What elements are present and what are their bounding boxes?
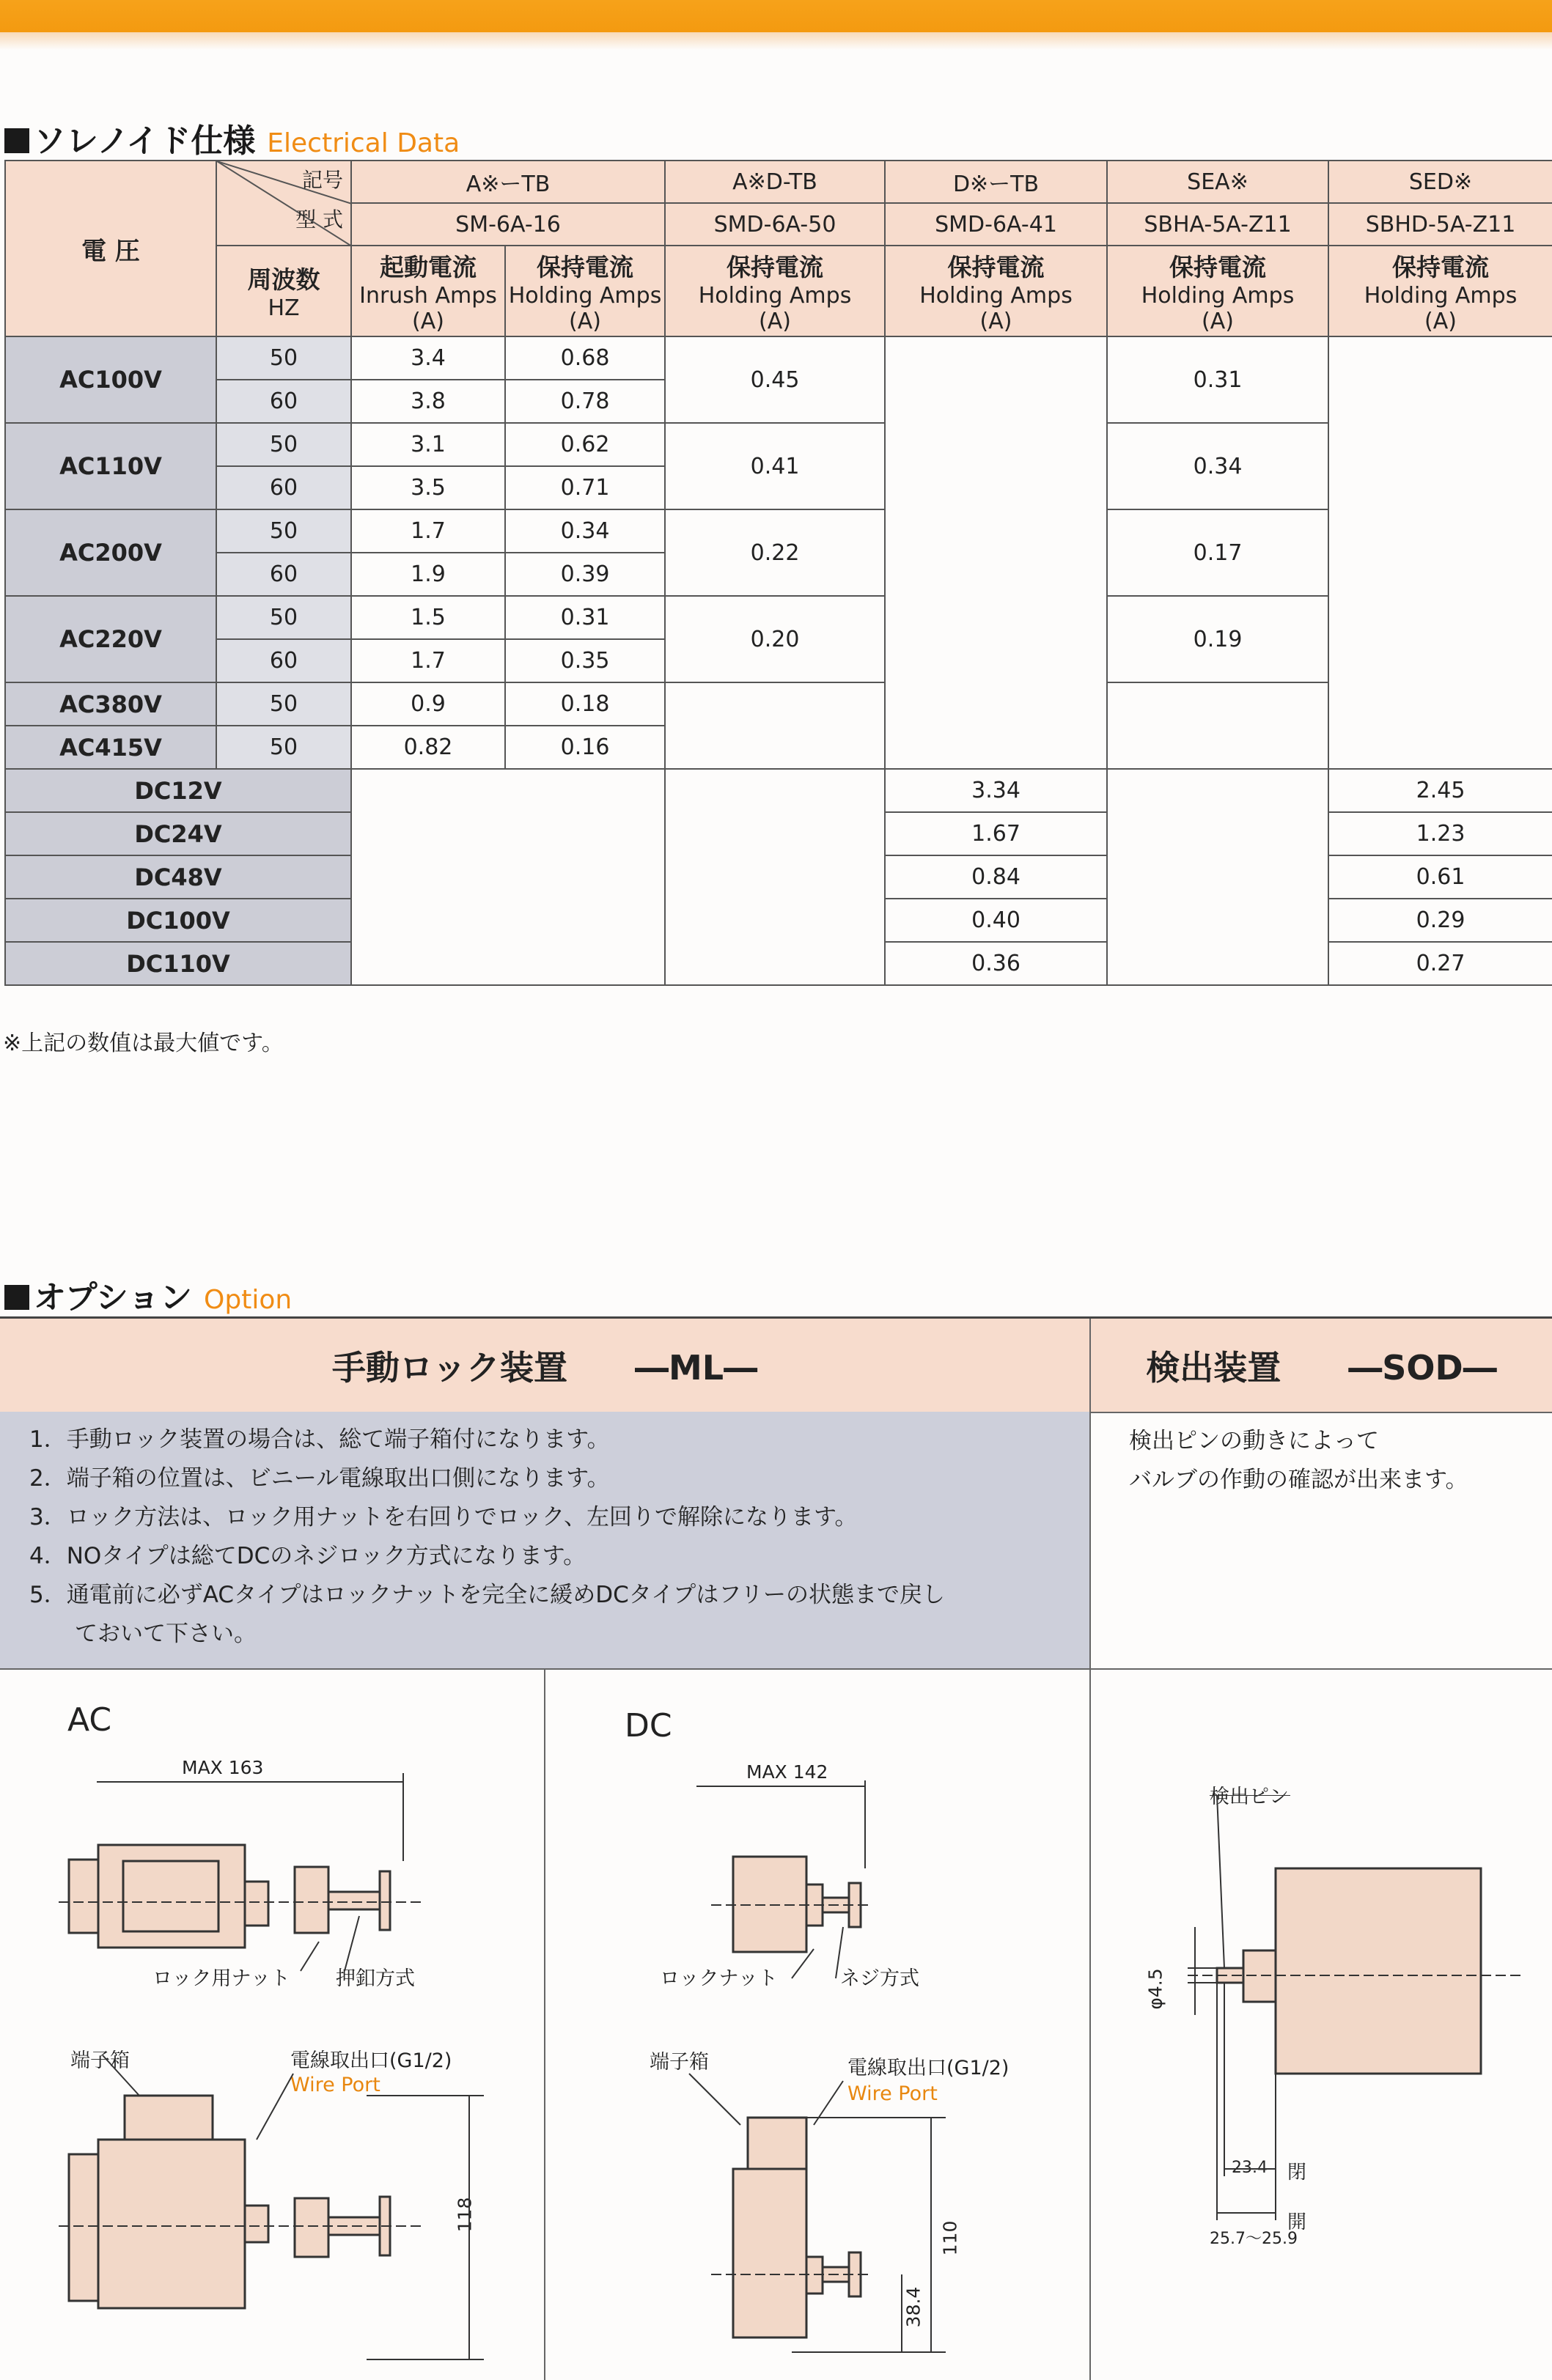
ac-wireport-en: Wire Port — [290, 2074, 380, 2096]
holding-value: 0.35 — [505, 639, 665, 682]
ac-max-dim: MAX 163 — [182, 1757, 264, 1778]
holding-header-4: 保持電流 Holding Amps (A) — [1107, 246, 1328, 336]
top-banner-fade — [0, 32, 1552, 50]
row-hz: 50 — [216, 682, 351, 726]
ad-empty — [665, 682, 885, 769]
col-model-5: SBHD-5A-Z11 — [1328, 203, 1552, 246]
dc-height2-dim: 38.4 — [902, 2286, 924, 2328]
a-empty-dc — [351, 769, 665, 985]
ac-terminal-label: 端子箱 — [70, 2049, 130, 2072]
row-hz: 50 — [216, 726, 351, 769]
holding-value: 0.34 — [505, 509, 665, 553]
ml-title: 手動ロック装置 ―ML― — [0, 1319, 1089, 1413]
dc-height-dim: 110 — [939, 2220, 961, 2256]
sea-empty — [1107, 682, 1328, 769]
col-model-3: SMD-6A-41 — [885, 203, 1107, 246]
model-label: 型 式 — [295, 207, 343, 232]
section-title-option — [4, 1271, 292, 1318]
col-symbol-2: A※D-TB — [665, 161, 885, 203]
ad-value: 0.20 — [665, 596, 885, 682]
holding-value: 0.71 — [505, 466, 665, 509]
sea-value: 0.17 — [1107, 509, 1328, 596]
divider — [0, 1668, 1552, 1670]
dc-wireport-en: Wire Port — [847, 2082, 938, 2105]
ml-list — [0, 1412, 1089, 1668]
section-title-electrical — [4, 114, 460, 161]
row-hz: 50 — [216, 596, 351, 639]
inrush-header: 起動電流 Inrush Amps (A) — [351, 246, 505, 336]
sea-value: 0.31 — [1107, 336, 1328, 423]
dc-max-dim: MAX 142 — [746, 1761, 828, 1783]
d-value: 0.84 — [885, 855, 1107, 899]
inrush-value: 1.7 — [351, 509, 505, 553]
row-hz: 60 — [216, 639, 351, 682]
row-voltage: DC48V — [5, 855, 351, 899]
holding-value: 0.16 — [505, 726, 665, 769]
inrush-value: 3.5 — [351, 466, 505, 509]
inrush-value: 3.4 — [351, 336, 505, 380]
inrush-value: 3.1 — [351, 423, 505, 466]
ac-label: AC — [67, 1701, 112, 1739]
sed-value: 2.45 — [1328, 769, 1552, 812]
holding-value: 0.18 — [505, 682, 665, 726]
holding-value: 0.62 — [505, 423, 665, 466]
row-hz: 60 — [216, 553, 351, 596]
row-voltage: DC24V — [5, 812, 351, 855]
square-bullet-icon — [4, 128, 29, 153]
d-value: 0.36 — [885, 942, 1107, 985]
ac-wireport-ja: 電線取出口(G1/2) — [290, 2049, 452, 2072]
footnote: ※上記の数值は最大値です。 — [3, 1031, 284, 1056]
dc-label: DC — [625, 1707, 672, 1745]
inrush-value: 1.9 — [351, 553, 505, 596]
ad-value: 0.22 — [665, 509, 885, 596]
section-title-ja: ソレノイド仕様 — [34, 122, 256, 160]
holding-value: 0.68 — [505, 336, 665, 380]
sea-value: 0.34 — [1107, 423, 1328, 509]
row-voltage: AC110V — [5, 423, 216, 509]
inrush-value: 3.8 — [351, 380, 505, 423]
dc-wireport-ja: 電線取出口(G1/2) — [847, 2057, 1009, 2079]
col-symbol-5: SED※ — [1328, 161, 1552, 203]
sed-value: 0.29 — [1328, 899, 1552, 942]
section-title-en: Option — [204, 1285, 293, 1315]
sod-line: バルブの作動の確認が出来ます。 — [1129, 1467, 1468, 1493]
ad-value: 0.41 — [665, 423, 885, 509]
list-item: 2．端子箱の位置は、ビニール電線取出口側になります。 — [29, 1465, 610, 1492]
sod-description — [1091, 1412, 1552, 1668]
electrical-data-table — [4, 160, 1552, 986]
option-box — [0, 1316, 1552, 2380]
sod-d1-dim: 23.4 — [1232, 2159, 1268, 2177]
holding-header-1: 保持電流 Holding Amps (A) — [505, 246, 665, 336]
sod-pin-label: 検出ピン — [1210, 1786, 1289, 1808]
sed-value: 0.61 — [1328, 855, 1552, 899]
ac-nut-label: ロック用ナット — [152, 1967, 290, 1990]
d-value: 0.40 — [885, 899, 1107, 942]
section-title-en: Electrical Data — [267, 128, 460, 158]
ac-height-dim: 118 — [454, 2197, 476, 2233]
divider — [544, 1670, 545, 2380]
square-bullet-icon — [4, 1285, 29, 1310]
row-hz: 50 — [216, 336, 351, 380]
col-symbol-1: A※ーTB — [351, 161, 665, 203]
sod-open-label: 開 — [1287, 2211, 1307, 2233]
inrush-value: 0.9 — [351, 682, 505, 726]
list-item: 4．NOタイプは総てDCのネジロック方式になります。 — [29, 1543, 586, 1569]
sod-d2-dim: 25.7〜25.9 — [1210, 2230, 1298, 2248]
row-voltage: DC100V — [5, 899, 351, 942]
dc-terminal-label: 端子箱 — [650, 2051, 709, 2074]
sod-title: 検出装置 ―SOD― — [1091, 1319, 1552, 1413]
row-hz: 50 — [216, 423, 351, 466]
d-value: 3.34 — [885, 769, 1107, 812]
sod-drawing — [1144, 1795, 1525, 2250]
ac-valve-drawing — [59, 1773, 528, 2374]
sea-empty-dc — [1107, 769, 1328, 985]
holding-header-3: 保持電流 Holding Amps (A) — [885, 246, 1107, 336]
row-hz: 60 — [216, 380, 351, 423]
col-model-2: SMD-6A-50 — [665, 203, 885, 246]
list-item: 1．手動ロック装置の場合は、総て端子箱付になります。 — [29, 1426, 610, 1453]
holding-value: 0.31 — [505, 596, 665, 639]
holding-header-2: 保持電流 Holding Amps (A) — [665, 246, 885, 336]
row-voltage: AC415V — [5, 726, 216, 769]
symbol-model-header — [216, 161, 351, 246]
sod-dia-dim: φ4.5 — [1144, 1968, 1166, 2010]
symbol-label: 記号 — [301, 168, 343, 192]
row-hz: 50 — [216, 509, 351, 553]
list-item: 3．ロック方法は、ロック用ナットを右回りでロック、左回りで解除になります。 — [29, 1504, 858, 1530]
sod-closed-label: 閉 — [1287, 2162, 1307, 2184]
top-banner — [0, 0, 1552, 32]
ad-empty-dc — [665, 769, 885, 985]
inrush-value: 1.5 — [351, 596, 505, 639]
sod-line: 検出ピンの動きによって — [1129, 1428, 1379, 1454]
list-item: 5．通電前に必ずACタイプはロックナットを完全に緩めDCタイプはフリーの状態まで戻し — [29, 1582, 945, 1608]
sed-empty-ac — [1328, 336, 1552, 769]
holding-header-5: 保持電流 Holding Amps (A) — [1328, 246, 1552, 336]
ac-method-label: 押釦方式 — [336, 1967, 415, 1990]
holding-value: 0.78 — [505, 380, 665, 423]
dc-valve-drawing — [630, 1780, 1041, 2367]
sed-value: 1.23 — [1328, 812, 1552, 855]
voltage-header: 電 圧 — [5, 161, 216, 336]
col-model-4: SBHA-5A-Z11 — [1107, 203, 1328, 246]
row-voltage: AC380V — [5, 682, 216, 726]
dc-method-label: ネジ方式 — [840, 1967, 919, 1990]
d-value: 1.67 — [885, 812, 1107, 855]
inrush-value: 1.7 — [351, 639, 505, 682]
list-item: ておいて下さい。 — [29, 1621, 257, 1647]
col-model-1: SM-6A-16 — [351, 203, 665, 246]
row-voltage: AC200V — [5, 509, 216, 596]
row-voltage: DC110V — [5, 942, 351, 985]
row-hz: 60 — [216, 466, 351, 509]
row-voltage: AC100V — [5, 336, 216, 423]
d-empty-ac — [885, 336, 1107, 769]
col-symbol-4: SEA※ — [1107, 161, 1328, 203]
holding-value: 0.39 — [505, 553, 665, 596]
section-title-ja: オプション — [34, 1279, 193, 1316]
sed-value: 0.27 — [1328, 942, 1552, 985]
row-voltage: DC12V — [5, 769, 351, 812]
sea-value: 0.19 — [1107, 596, 1328, 682]
dc-nut-label: ロックナット — [660, 1967, 778, 1990]
freq-header: 周波数 HZ — [216, 246, 351, 336]
ad-value: 0.45 — [665, 336, 885, 423]
inrush-value: 0.82 — [351, 726, 505, 769]
col-symbol-3: D※ーTB — [885, 161, 1107, 203]
row-voltage: AC220V — [5, 596, 216, 682]
